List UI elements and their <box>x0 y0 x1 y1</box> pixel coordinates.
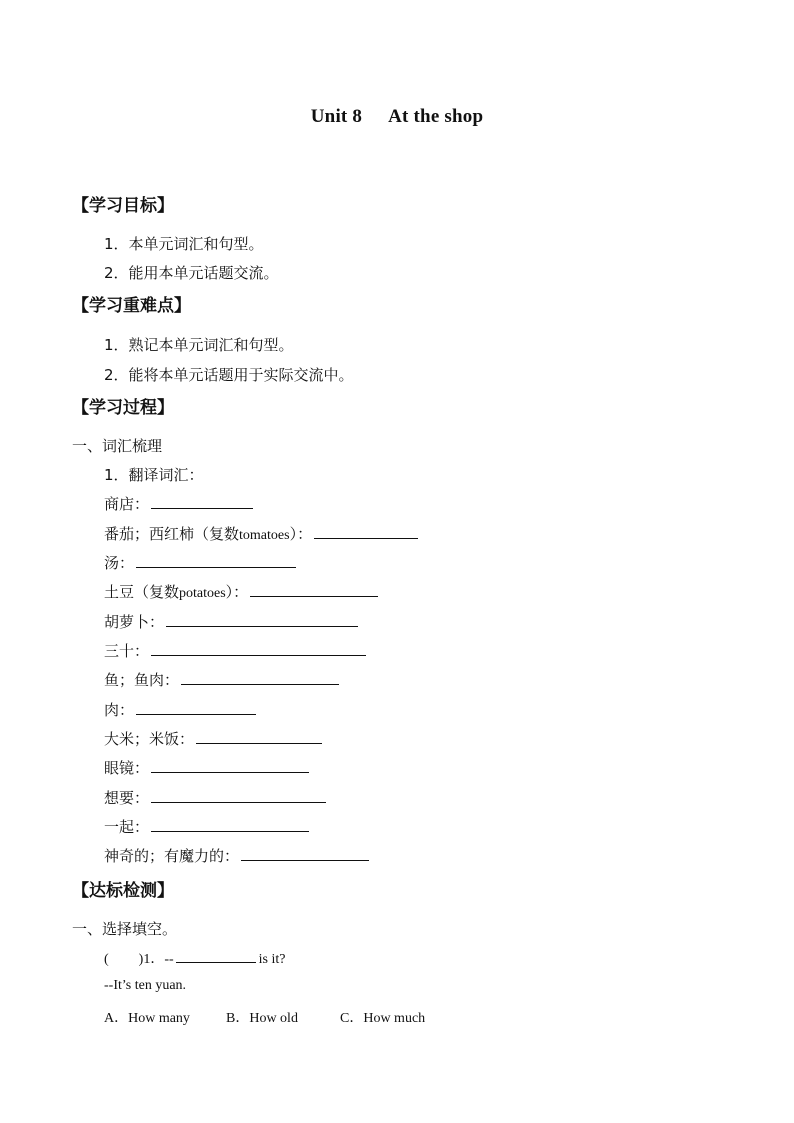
answer-blank[interactable] <box>151 641 366 656</box>
vocab-prompt: 想要： <box>104 789 150 807</box>
vocab-row <box>104 493 253 514</box>
goal-item-1: 1．本单元词汇和句型。 <box>104 235 264 253</box>
vocab-prompt: 大米；米饭： <box>104 730 195 748</box>
question-1 <box>104 948 286 968</box>
question-blank[interactable] <box>176 950 256 963</box>
vocab-part-title: 一、词汇梳理 <box>72 437 163 455</box>
answer-blank[interactable] <box>166 612 358 627</box>
answer-blank[interactable] <box>136 700 256 715</box>
answer-blank[interactable] <box>151 788 326 803</box>
vocab-prompt-end: ）： <box>289 525 313 543</box>
vocab-sub-title: 1．翻译词汇： <box>104 466 204 484</box>
vocab-prompt: 肉： <box>104 701 135 719</box>
question-number: )1．-- <box>138 952 174 967</box>
vocab-row <box>104 523 418 544</box>
vocab-prompt: 汤： <box>104 554 135 572</box>
vocab-row <box>104 552 296 573</box>
vocab-row <box>104 581 378 602</box>
question-text: is it? <box>258 952 286 967</box>
vocab-prompt: 商店： <box>104 495 150 513</box>
vocab-row <box>104 757 309 778</box>
goal-item-2: 2．能用本单元话题交流。 <box>104 264 279 282</box>
key-points-heading: 【学习重难点】 <box>72 296 191 316</box>
vocab-english: tomatoes <box>239 528 290 543</box>
option-a[interactable]: A．How many <box>104 1011 190 1026</box>
process-heading: 【学习过程】 <box>72 398 174 418</box>
unit-name: At the shop <box>388 106 484 127</box>
question-answer-line: --It’s ten yuan. <box>104 978 187 993</box>
answer-blank[interactable] <box>241 846 369 861</box>
option-b[interactable]: B．How old <box>226 1011 298 1026</box>
option-c[interactable]: C．How much <box>340 1011 426 1026</box>
vocab-row <box>104 640 366 661</box>
answer-blank[interactable] <box>151 494 253 509</box>
vocab-row <box>104 787 326 808</box>
vocab-row <box>104 816 309 837</box>
answer-paren-open: ( <box>104 952 109 967</box>
test-part-title: 一、选择填空。 <box>72 920 178 938</box>
vocab-english: potatoes <box>179 586 226 601</box>
vocab-row <box>104 728 322 749</box>
key-point-item-2: 2．能将本单元话题用于实际交流中。 <box>104 366 354 384</box>
vocab-prompt: 神奇的；有魔力的： <box>104 847 240 865</box>
vocab-prompt: 土豆（复数 <box>104 583 180 601</box>
vocab-row <box>104 699 256 720</box>
vocab-prompt: 眼镜： <box>104 759 150 777</box>
vocab-row <box>104 611 358 632</box>
answer-blank[interactable] <box>151 758 309 773</box>
answer-blank[interactable] <box>314 524 418 539</box>
question-options <box>104 1007 425 1027</box>
vocab-prompt: 一起： <box>104 818 150 836</box>
answer-blank[interactable] <box>181 670 339 685</box>
vocab-row <box>104 669 339 690</box>
vocab-prompt: 三十： <box>104 642 150 660</box>
answer-blank[interactable] <box>136 553 296 568</box>
answer-blank[interactable] <box>151 817 309 832</box>
vocab-prompt: 鱼；鱼肉： <box>104 671 180 689</box>
vocab-prompt: 胡萝卜： <box>104 613 165 631</box>
vocab-row <box>104 845 369 866</box>
test-heading: 【达标检测】 <box>72 881 174 901</box>
key-point-item-1: 1．熟记本单元词汇和句型。 <box>104 336 294 354</box>
unit-number: Unit 8 <box>310 106 363 127</box>
answer-blank[interactable] <box>196 729 322 744</box>
vocab-prompt-end: ）： <box>225 583 249 601</box>
goals-heading: 【学习目标】 <box>72 196 174 216</box>
answer-blank[interactable] <box>250 582 378 597</box>
page-title <box>0 106 794 128</box>
vocab-prompt: 番茄；西红柿（复数 <box>104 525 240 543</box>
